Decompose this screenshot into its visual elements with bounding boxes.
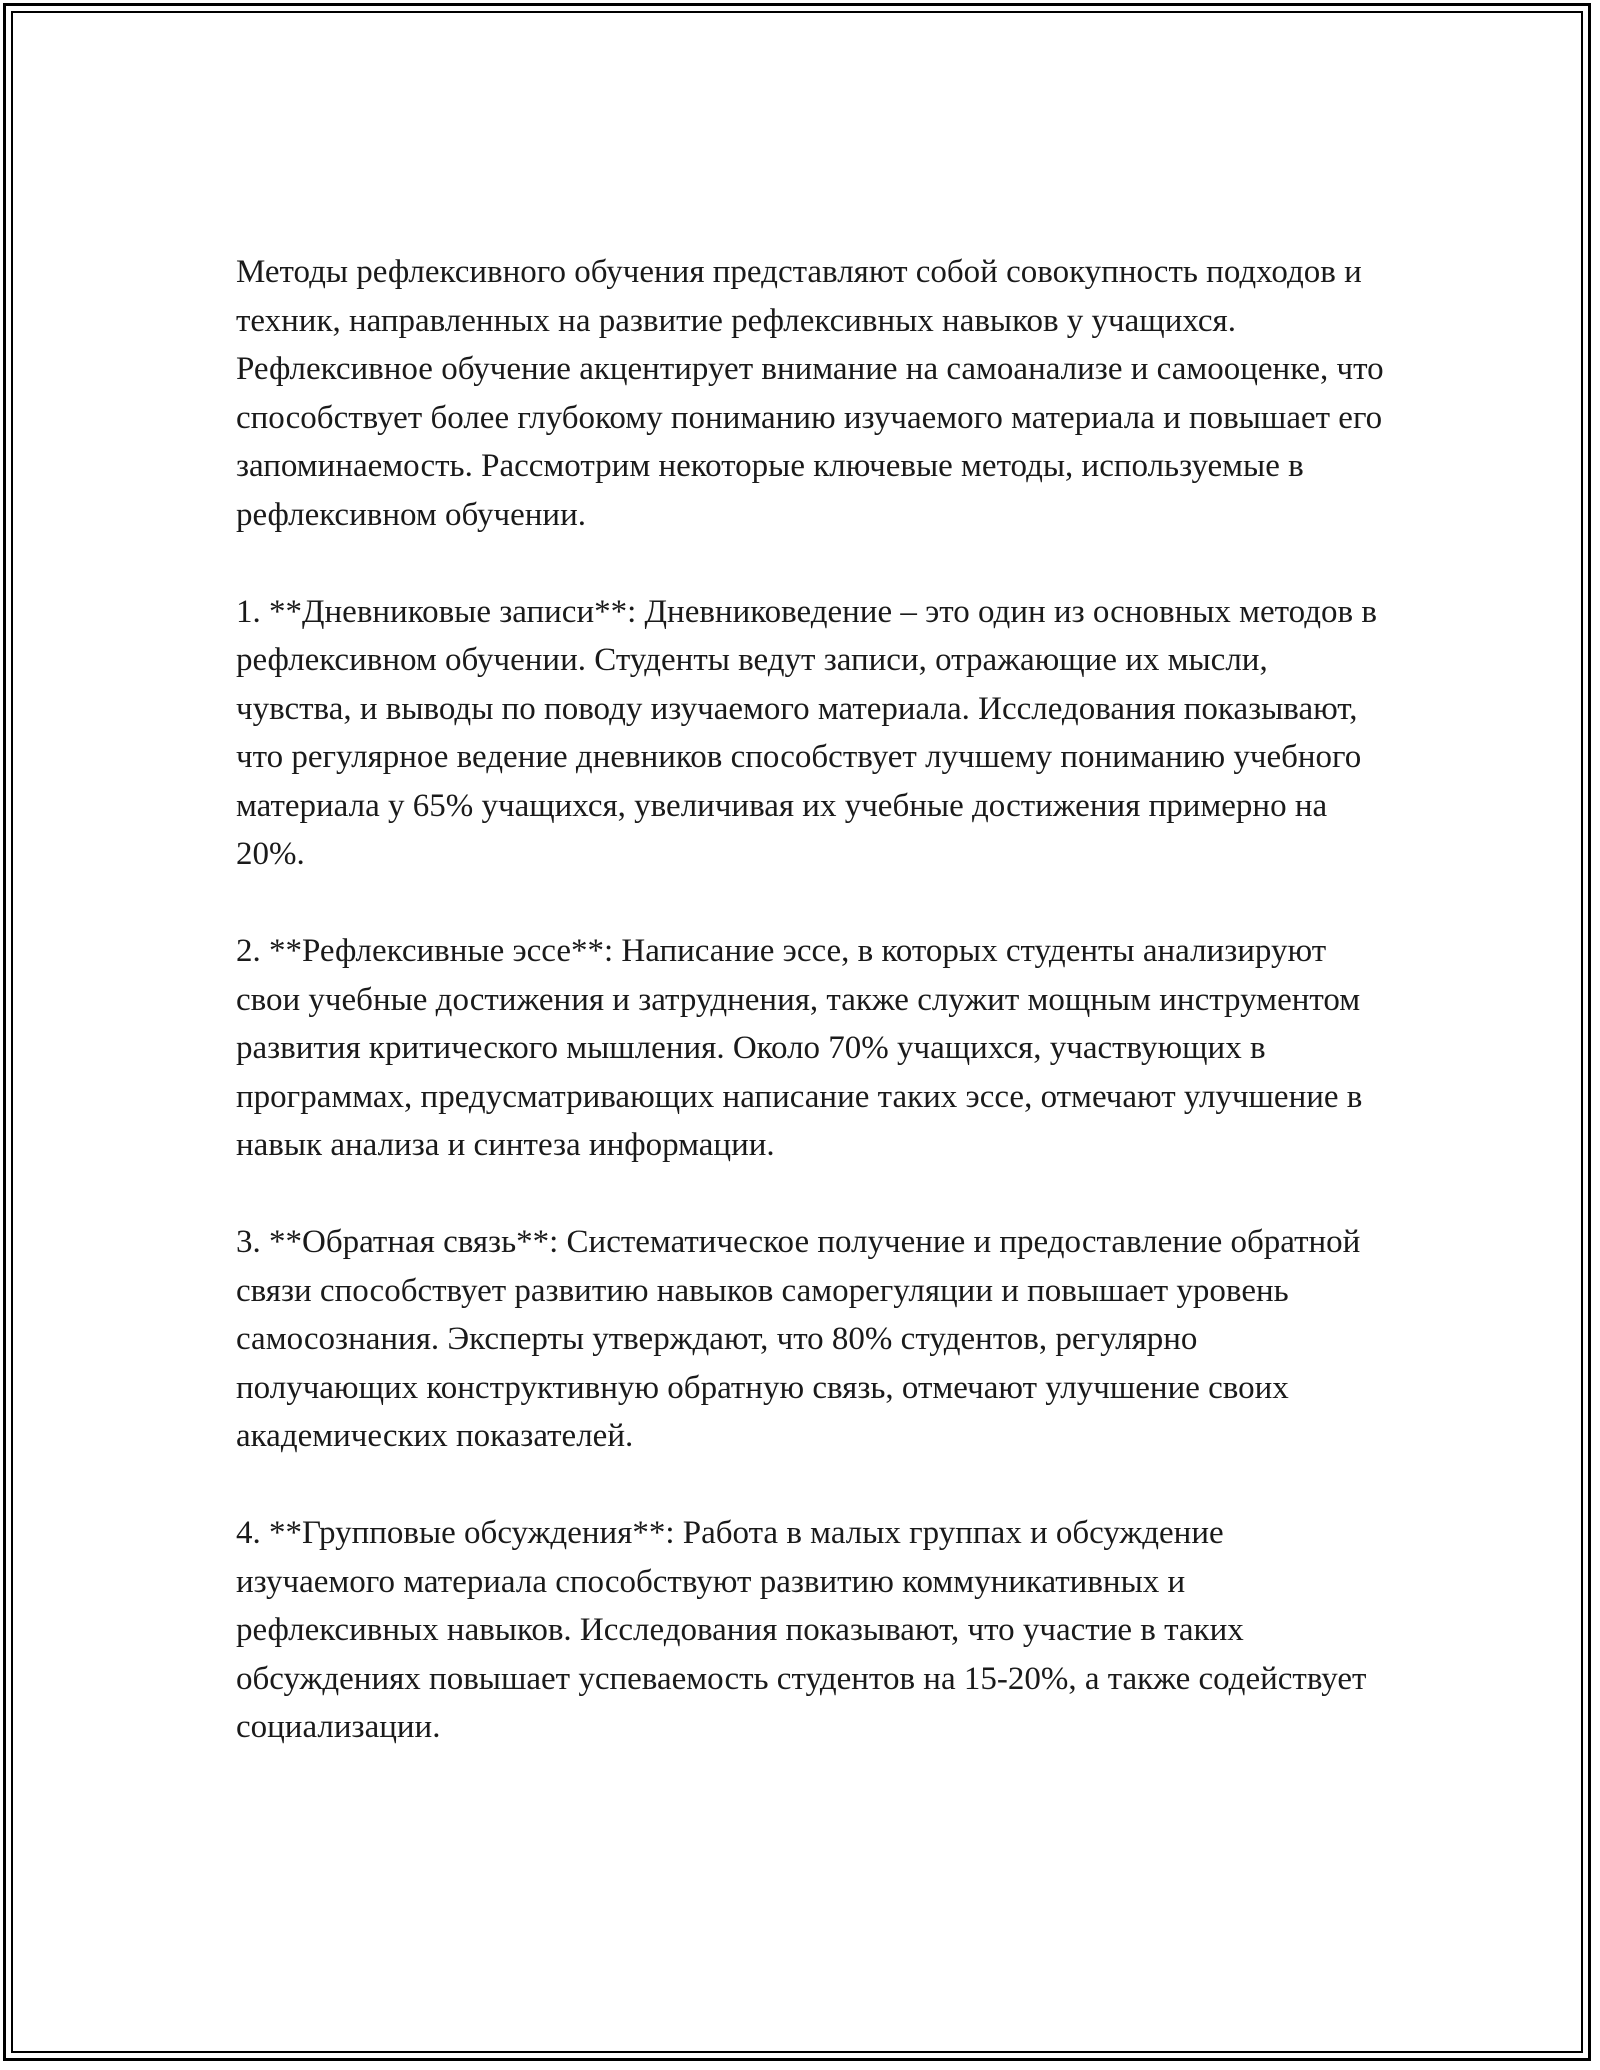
method-group-discussion-paragraph: 4. **Групповые обсуждения**: Работа в малых группах и обсуждение изучаемого материала способствуют развитию коммуникативных и рефлексивных навыков. Исследования показывают, что участие в таких обсуждениях повышает успеваемость студентов на 15-20%, а также содействует социализации. <box>236 1515 1367 1745</box>
method-feedback-paragraph: 3. **Обратная связь**: Систематическое получение и предоставление обратной связи способствует развитию навыков саморегуляции и повышает уровень самосознания. Эксперты утверждают, что 80% студентов, регулярно получающих конструктивную обратную связь, отмечают улучшение своих академических показателей. <box>236 1224 1361 1454</box>
document-body <box>236 248 1386 1752</box>
method-diary-paragraph: 1. **Дневниковые записи**: Дневниковедение – это один из основных методов в рефлексивном обучении. Студенты ведут записи, отражающие их мысли, чувства, и выводы по поводу изучаемого материала. Исследования показывают, что регулярное ведение дневников способствует лучшему пониманию учебного материала у 65% учащихся, увеличивая их учебные достижения примерно на 20%. <box>236 593 1377 872</box>
intro-paragraph: Методы рефлексивного обучения представляют собой совокупность подходов и техник, направленных на развитие рефлексивных навыков у учащихся. Рефлексивное обучение акцентирует внимание на самоанализе и самооценке, что способствует более глубокому пониманию изучаемого материала и повышает его запоминаемость. Рассмотрим некоторые ключевые методы, используемые в рефлексивном обучении. <box>236 254 1384 533</box>
method-essay-paragraph: 2. **Рефлексивные эссе**: Написание эссе, в которых студенты анализируют свои учебные достижения и затруднения, также служит мощным инструментом развития критического мышления. Около 70% учащихся, участвующих в программах, предусматривающих написание таких эссе, отмечают улучшение в навык анализа и синтеза информации. <box>236 933 1363 1163</box>
